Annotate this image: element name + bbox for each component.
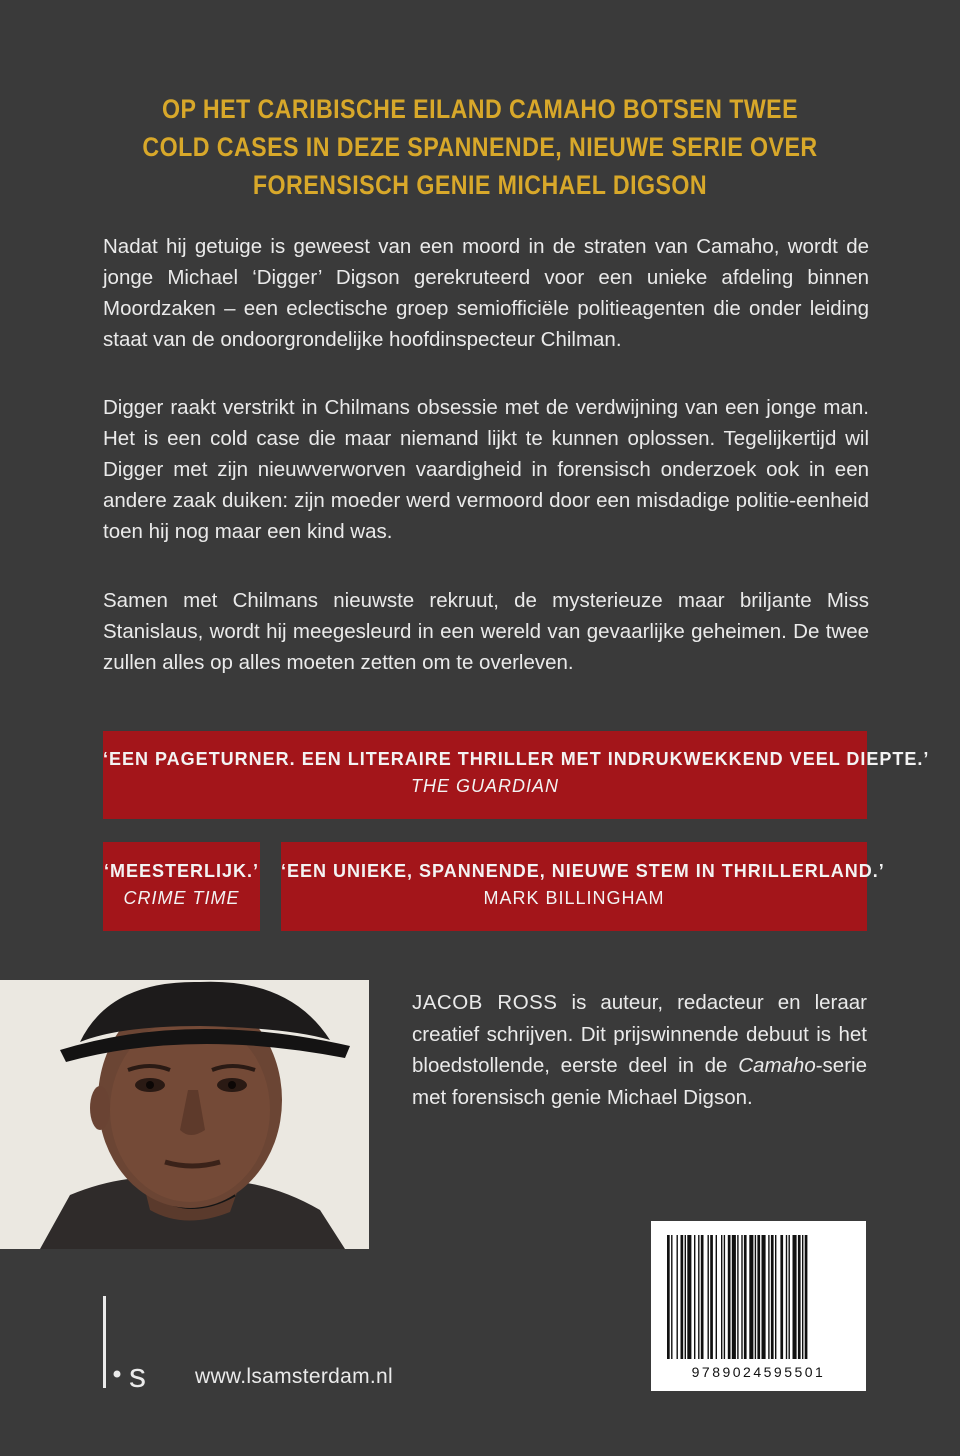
isbn-number: 9789024595501 [691,1364,826,1380]
barcode-bar [771,1235,774,1359]
barcode-bar [741,1235,742,1359]
svg-text:s: s [129,1357,146,1392]
quote-box-guardian [103,731,930,819]
blurb-paragraph-1: Nadat hij getuige is geweest van een moord in de straten van Camaho, wordt de jonge Michael ‘Digger’ Digson gerekruteerd voor een unieke afdeling binnen Moordzaken – een eclectische groep semiofficiële politieagenten die onder leiding staat van de ondoorgrondelijke hoofdinspecteur Chilman. [103,235,869,351]
barcode-bar [721,1235,722,1359]
barcode-bar [687,1235,691,1359]
barcode-bar [737,1235,738,1359]
series-name: Camaho [738,1054,816,1077]
barcode-bar [708,1235,709,1359]
barcode-bar [728,1235,731,1359]
barcode-bar [685,1235,686,1359]
publisher-logo [99,1296,169,1392]
barcode-bar [755,1235,756,1359]
barcode-bar [798,1235,801,1359]
barcode-bar [744,1235,747,1359]
barcode-bar [732,1235,736,1359]
barcode-bar [768,1235,769,1359]
barcode-bar [677,1235,678,1359]
headline-line: OP HET CARIBISCHE EILAND CAMAHO BOTSEN TWEE [162,94,798,124]
barcode-bar [762,1235,766,1359]
quote-text: ‘MEESTERLIJK.’ [103,861,260,881]
barcode-bar [724,1235,725,1359]
author-name: JACOB ROSS [412,991,558,1014]
barcode-bar [802,1235,803,1359]
quote-text: ‘EEN PAGETURNER. EEN LITERAIRE THRILLER MET INDRUKWEKKEND VEEL DIEPTE.’ [103,749,930,769]
barcode-bar [780,1235,783,1359]
publisher-website[interactable]: www.lsamsterdam.nl [195,1365,393,1388]
blurb-paragraph-3: Samen met Chilmans nieuwste rekruut, de mysterieuze maar briljante Miss Stanislaus, wordt hij meegesleurd in een wereld van gevaarlijke geheimen. De twee zullen alles op alles moeten zetten om te overleven. [103,589,869,674]
barcode-bar [757,1235,760,1359]
barcode-bar [681,1235,684,1359]
barcode-bar [701,1235,704,1359]
quote-box-billingham [281,842,885,931]
quote-text: ‘EEN UNIEKE, SPANNENDE, NIEUWE STEM IN THRILLERLAND.’ [281,861,885,881]
quote-source: CRIME TIME [123,888,240,908]
bio-text-part: is auteur, redacteur en leraar creatief schrijven. Dit prijswinnende debuut is het bloedstollende, eerste deel in de [412,991,867,1077]
headline [136,90,824,204]
barcode-bar [694,1235,695,1359]
barcode [651,1221,866,1391]
bio-text-part: -serie met forensisch genie Michael Digson. [412,1054,867,1109]
barcode-bar [667,1235,670,1359]
quote-box-crime-time [103,842,260,931]
barcode-bar [698,1235,699,1359]
barcode-bar [786,1235,787,1359]
barcode-bar [671,1235,672,1359]
barcode-bar [793,1235,797,1359]
headline-line: FORENSISCH GENIE MICHAEL DIGSON [252,170,708,200]
barcode-bar [805,1235,808,1359]
barcode-bar [789,1235,790,1359]
barcode-bar [775,1235,776,1359]
author-photo [0,980,369,1249]
blurb-paragraph-2: Digger raakt verstrikt in Chilmans obsessie met de verdwijning van een jonge man. Het is een cold case die maar niemand lijkt te kunnen oplossen. Tegelijkertijd wil Digger met zijn nieuwverworven vaardigheid in forensisch onderzoek ook in een andere zaak duiken: zijn moeder werd vermoord door een misdadige politie-eenheid toen hij nog maar een kind was. [103,396,869,543]
barcode-bar [710,1235,713,1359]
quote-source: MARK BILLINGHAM [483,888,665,908]
barcode-bar [716,1235,717,1359]
headline-line: COLD CASES IN DEZE SPANNENDE, NIEUWE SERIE OVER [142,132,818,162]
author-bio [412,987,867,1113]
barcode-bar [749,1235,753,1359]
quote-source: THE GUARDIAN [410,776,559,796]
